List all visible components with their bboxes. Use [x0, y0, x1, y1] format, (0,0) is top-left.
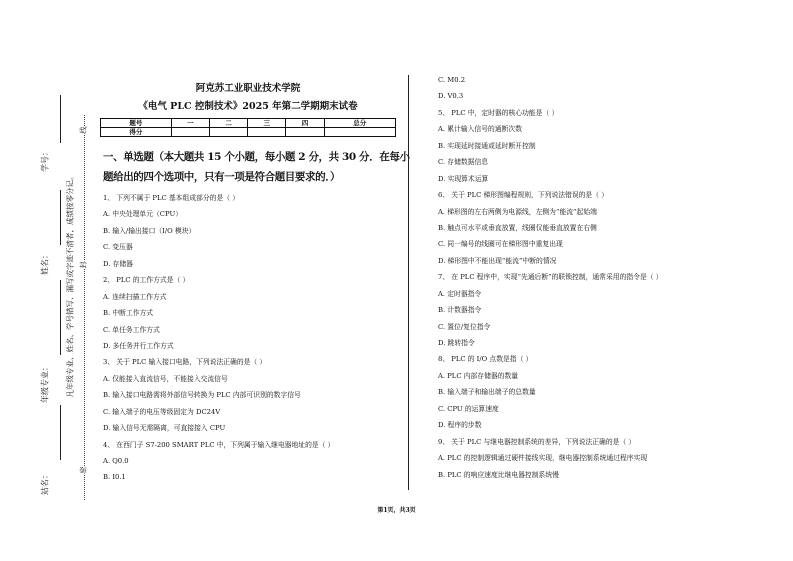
- score-table-score-row: [101, 128, 396, 137]
- score-header-cell: 二: [210, 119, 248, 128]
- score-header-cell: 题号: [101, 119, 172, 128]
- exam-title: 《电气 PLC 控制技术》2025 年第二学期期末试卷: [138, 101, 358, 112]
- answer-option: D. 程序的步数: [438, 421, 482, 430]
- answer-option: D. 实现算术运算: [438, 174, 489, 183]
- answer-option: C. 输入端子的电压等级固定为 DC24V: [103, 407, 221, 416]
- answer-option: B. 计数器指令: [438, 306, 482, 315]
- question-stem: 1、 下列不属于 PLC 基本组成部分的是（ ）: [103, 194, 240, 202]
- answer-option: C. 存储数据信息: [438, 158, 489, 167]
- answer-option: B. I0.1: [103, 473, 126, 482]
- page-footer: 第1页，共3页: [377, 507, 416, 514]
- score-table: [100, 118, 396, 137]
- answer-option: A. 定时器指令: [438, 289, 482, 298]
- answer-option: D. 存储器: [103, 259, 133, 268]
- right-question-column: [438, 72, 663, 483]
- answer-option: D. V0.3: [438, 92, 464, 101]
- score-row-label: 得分: [101, 128, 172, 137]
- question-stem: 2、 PLC 的工作方式是（ ）: [103, 276, 190, 285]
- question-stem: 5、 PLC 中，定时器的核心功能是（ ）: [438, 108, 559, 117]
- answer-option: C. 单任务工作方式: [103, 325, 160, 334]
- answer-option: A. 连续扫描工作方式: [103, 292, 167, 301]
- answer-option: B. 触点可水平或垂直放置，线圈仅能垂直放置在右侧: [438, 223, 597, 232]
- score-cell[interactable]: [324, 128, 395, 137]
- score-header-cell: 总分: [324, 119, 395, 128]
- student-id-label: 学号：: [40, 148, 50, 172]
- answer-option: B. PLC 的响应速度比继电器控制系统慢: [438, 470, 559, 479]
- seal-line: [84, 115, 85, 500]
- grade-major-label: 年级专业：: [40, 363, 50, 403]
- left-question-column: [103, 190, 334, 486]
- school-name: 阿克苏工业职业技术学院: [195, 83, 301, 94]
- question-stem: 4、 在西门子 S7-200 SMART PLC 中，下列属于输入继电器地址的是（ ）: [103, 440, 335, 449]
- answer-option: A. Q0.0: [103, 457, 129, 465]
- answer-option: B. 输入端子和输出端子的总数量: [438, 388, 536, 397]
- answer-option: A. PLC 的控制逻辑通过硬件接线实现，继电器控制系统通过程序实现: [438, 454, 648, 463]
- question-stem: 6、 关于 PLC 梯形图编程规则，下列说法错误的是（ ）: [438, 191, 608, 200]
- column-divider: [408, 75, 409, 490]
- answer-option: B. 输入接口电路需将外部信号转换为 PLC 内部可识别的数字信号: [103, 391, 301, 400]
- answer-option: D. 多任务并行工作方式: [103, 341, 174, 350]
- answer-option: C. 变压器: [103, 243, 133, 252]
- score-cell[interactable]: [286, 128, 324, 137]
- score-cell[interactable]: [171, 128, 209, 137]
- answer-option: C. M0.2: [438, 76, 466, 84]
- question-stem: 9、 关于 PLC 与继电器控制系统的差异，下列说法正确的是（ ）: [438, 437, 636, 446]
- grade-major-line: [60, 280, 61, 355]
- score-header-cell: 四: [286, 119, 324, 128]
- answer-option: A. PLC 内部存储器的数量: [438, 371, 519, 380]
- section-heading-line-1: 一、单选题（本大题共 15 个小题，每小题 2 分，共 30 分．在每小: [103, 151, 410, 163]
- name-line: [60, 190, 61, 245]
- answer-option: B. 实现延时接通或延时断开控制: [438, 141, 536, 150]
- seal-char-feng: 封: [79, 261, 88, 269]
- station-label: 站名：: [40, 471, 50, 495]
- answer-option: C. CPU 的运算速度: [438, 404, 499, 413]
- seal-char-xian: 线: [79, 126, 88, 134]
- score-header-cell: 三: [248, 119, 286, 128]
- answer-option: D. 梯形图中不能出现“能流”中断的情况: [438, 256, 557, 265]
- answer-option: B. 中断工作方式: [103, 309, 154, 318]
- answer-option: A. 梯形图的左右两侧为电源线，左侧为“能流”起始端: [438, 207, 597, 216]
- question-stem: 8、 PLC 的 I/O 点数是指（ ）: [438, 355, 533, 364]
- section-heading-line-2: 题给出的四个选项中，只有一项是符合题目要求的．）: [103, 171, 341, 183]
- answer-option: A. 中央处理单元（CPU）: [103, 210, 182, 219]
- answer-option: C. 置位/复位指令: [438, 322, 491, 331]
- question-stem: 3、 关于 PLC 输入接口电路，下列说法正确的是（ ）: [103, 358, 267, 367]
- station-line: [60, 405, 61, 460]
- seal-char-mi: 密: [79, 466, 88, 474]
- answer-option: C. 同一编号的线圈可在梯形图中重复出现: [438, 240, 563, 249]
- score-header-cell: 一: [171, 119, 209, 128]
- question-stem: 7、 在 PLC 程序中，实现“先通后断”的联锁控制，通常采用的指令是（ ）: [438, 273, 663, 282]
- binding-notice: 凡年级专业、姓名、学号错写、漏写或字迹不清者，成绩按零分记。: [65, 172, 75, 398]
- score-cell[interactable]: [210, 128, 248, 137]
- score-cell[interactable]: [248, 128, 286, 137]
- score-table-header-row: [101, 119, 396, 128]
- answer-option: D. 跳转指令: [438, 339, 475, 347]
- answer-option: B. 输入/输出接口（I/O 模块）: [103, 226, 196, 235]
- name-label: 姓名：: [40, 251, 50, 275]
- answer-option: A. 仅能接入直流信号，不能接入交流信号: [103, 374, 228, 383]
- answer-option: A. 累计输入信号的通断次数: [438, 125, 522, 134]
- answer-option: D. 输入信号无需隔离，可直接接入 CPU: [103, 424, 226, 433]
